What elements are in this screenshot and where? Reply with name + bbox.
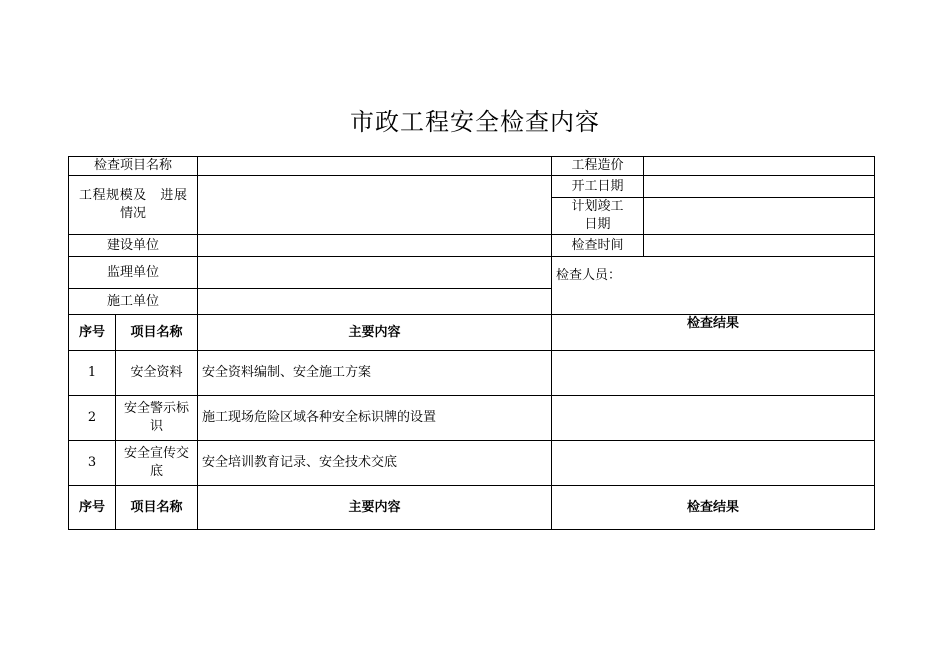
row-content: 安全培训教育记录、安全技术交底 bbox=[198, 441, 552, 486]
row-content: 施工现场危险区域各种安全标识牌的设置 bbox=[198, 396, 552, 441]
supervisor-label: 监理单位 bbox=[69, 257, 198, 289]
table-row bbox=[69, 396, 875, 441]
start-date-value[interactable] bbox=[644, 176, 875, 198]
info-row-supervisor bbox=[69, 257, 875, 289]
inspection-table bbox=[68, 156, 875, 530]
project-name-value[interactable] bbox=[198, 157, 552, 176]
page-title: 市政工程安全检查内容 bbox=[350, 108, 600, 136]
builder-label: 建设单位 bbox=[69, 235, 198, 257]
row-no: 1 bbox=[69, 351, 116, 396]
start-date-label: 开工日期 bbox=[552, 176, 644, 198]
constructor-value[interactable] bbox=[198, 289, 552, 315]
info-row-scale bbox=[69, 176, 875, 198]
row-no: 2 bbox=[69, 396, 116, 441]
planned-completion-line2: 日期 bbox=[584, 217, 611, 232]
row-result[interactable] bbox=[552, 351, 875, 396]
inspectors-label: 检查人员： bbox=[556, 268, 622, 283]
footer-header-result: 检查结果 bbox=[552, 486, 875, 530]
inspection-time-label: 检查时间 bbox=[552, 235, 644, 257]
scale-label bbox=[69, 176, 198, 235]
row-item-line1: 安全警示标 bbox=[124, 401, 190, 416]
row-item-line2: 识 bbox=[150, 419, 164, 434]
info-row-builder bbox=[69, 235, 875, 257]
row-item: 安全资料 bbox=[116, 351, 198, 396]
row-result[interactable] bbox=[552, 396, 875, 441]
header-no: 序号 bbox=[69, 315, 116, 351]
planned-completion-value[interactable] bbox=[644, 198, 875, 235]
project-name-label: 检查项目名称 bbox=[69, 157, 198, 176]
footer-header-item: 项目名称 bbox=[116, 486, 198, 530]
header-content: 主要内容 bbox=[198, 315, 552, 351]
info-row-project bbox=[69, 157, 875, 176]
table-row bbox=[69, 351, 875, 396]
planned-completion-label bbox=[552, 198, 644, 235]
footer-header-content: 主要内容 bbox=[198, 486, 552, 530]
row-item-line1: 安全宣传交 bbox=[124, 446, 190, 461]
row-item bbox=[116, 396, 198, 441]
inspectors-cell[interactable] bbox=[552, 257, 875, 315]
footer-header-row bbox=[69, 486, 875, 530]
header-row bbox=[69, 315, 875, 351]
cost-value[interactable] bbox=[644, 157, 875, 176]
table-row bbox=[69, 441, 875, 486]
row-item bbox=[116, 441, 198, 486]
planned-completion-line1: 计划竣工 bbox=[571, 199, 624, 214]
supervisor-value[interactable] bbox=[198, 257, 552, 289]
header-item: 项目名称 bbox=[116, 315, 198, 351]
row-item-line2: 底 bbox=[150, 464, 164, 479]
row-result[interactable] bbox=[552, 441, 875, 486]
scale-label-line1: 工程规模及 进展 bbox=[79, 188, 188, 203]
inspection-time-value[interactable] bbox=[644, 235, 875, 257]
scale-label-line2: 情况 bbox=[120, 206, 147, 221]
builder-value[interactable] bbox=[198, 235, 552, 257]
footer-header-no: 序号 bbox=[69, 486, 116, 530]
header-result: 检查结果 bbox=[552, 315, 875, 351]
constructor-label: 施工单位 bbox=[69, 289, 198, 315]
row-no: 3 bbox=[69, 441, 116, 486]
scale-value[interactable] bbox=[198, 176, 552, 235]
row-content: 安全资料编制、安全施工方案 bbox=[198, 351, 552, 396]
cost-label: 工程造价 bbox=[552, 157, 644, 176]
